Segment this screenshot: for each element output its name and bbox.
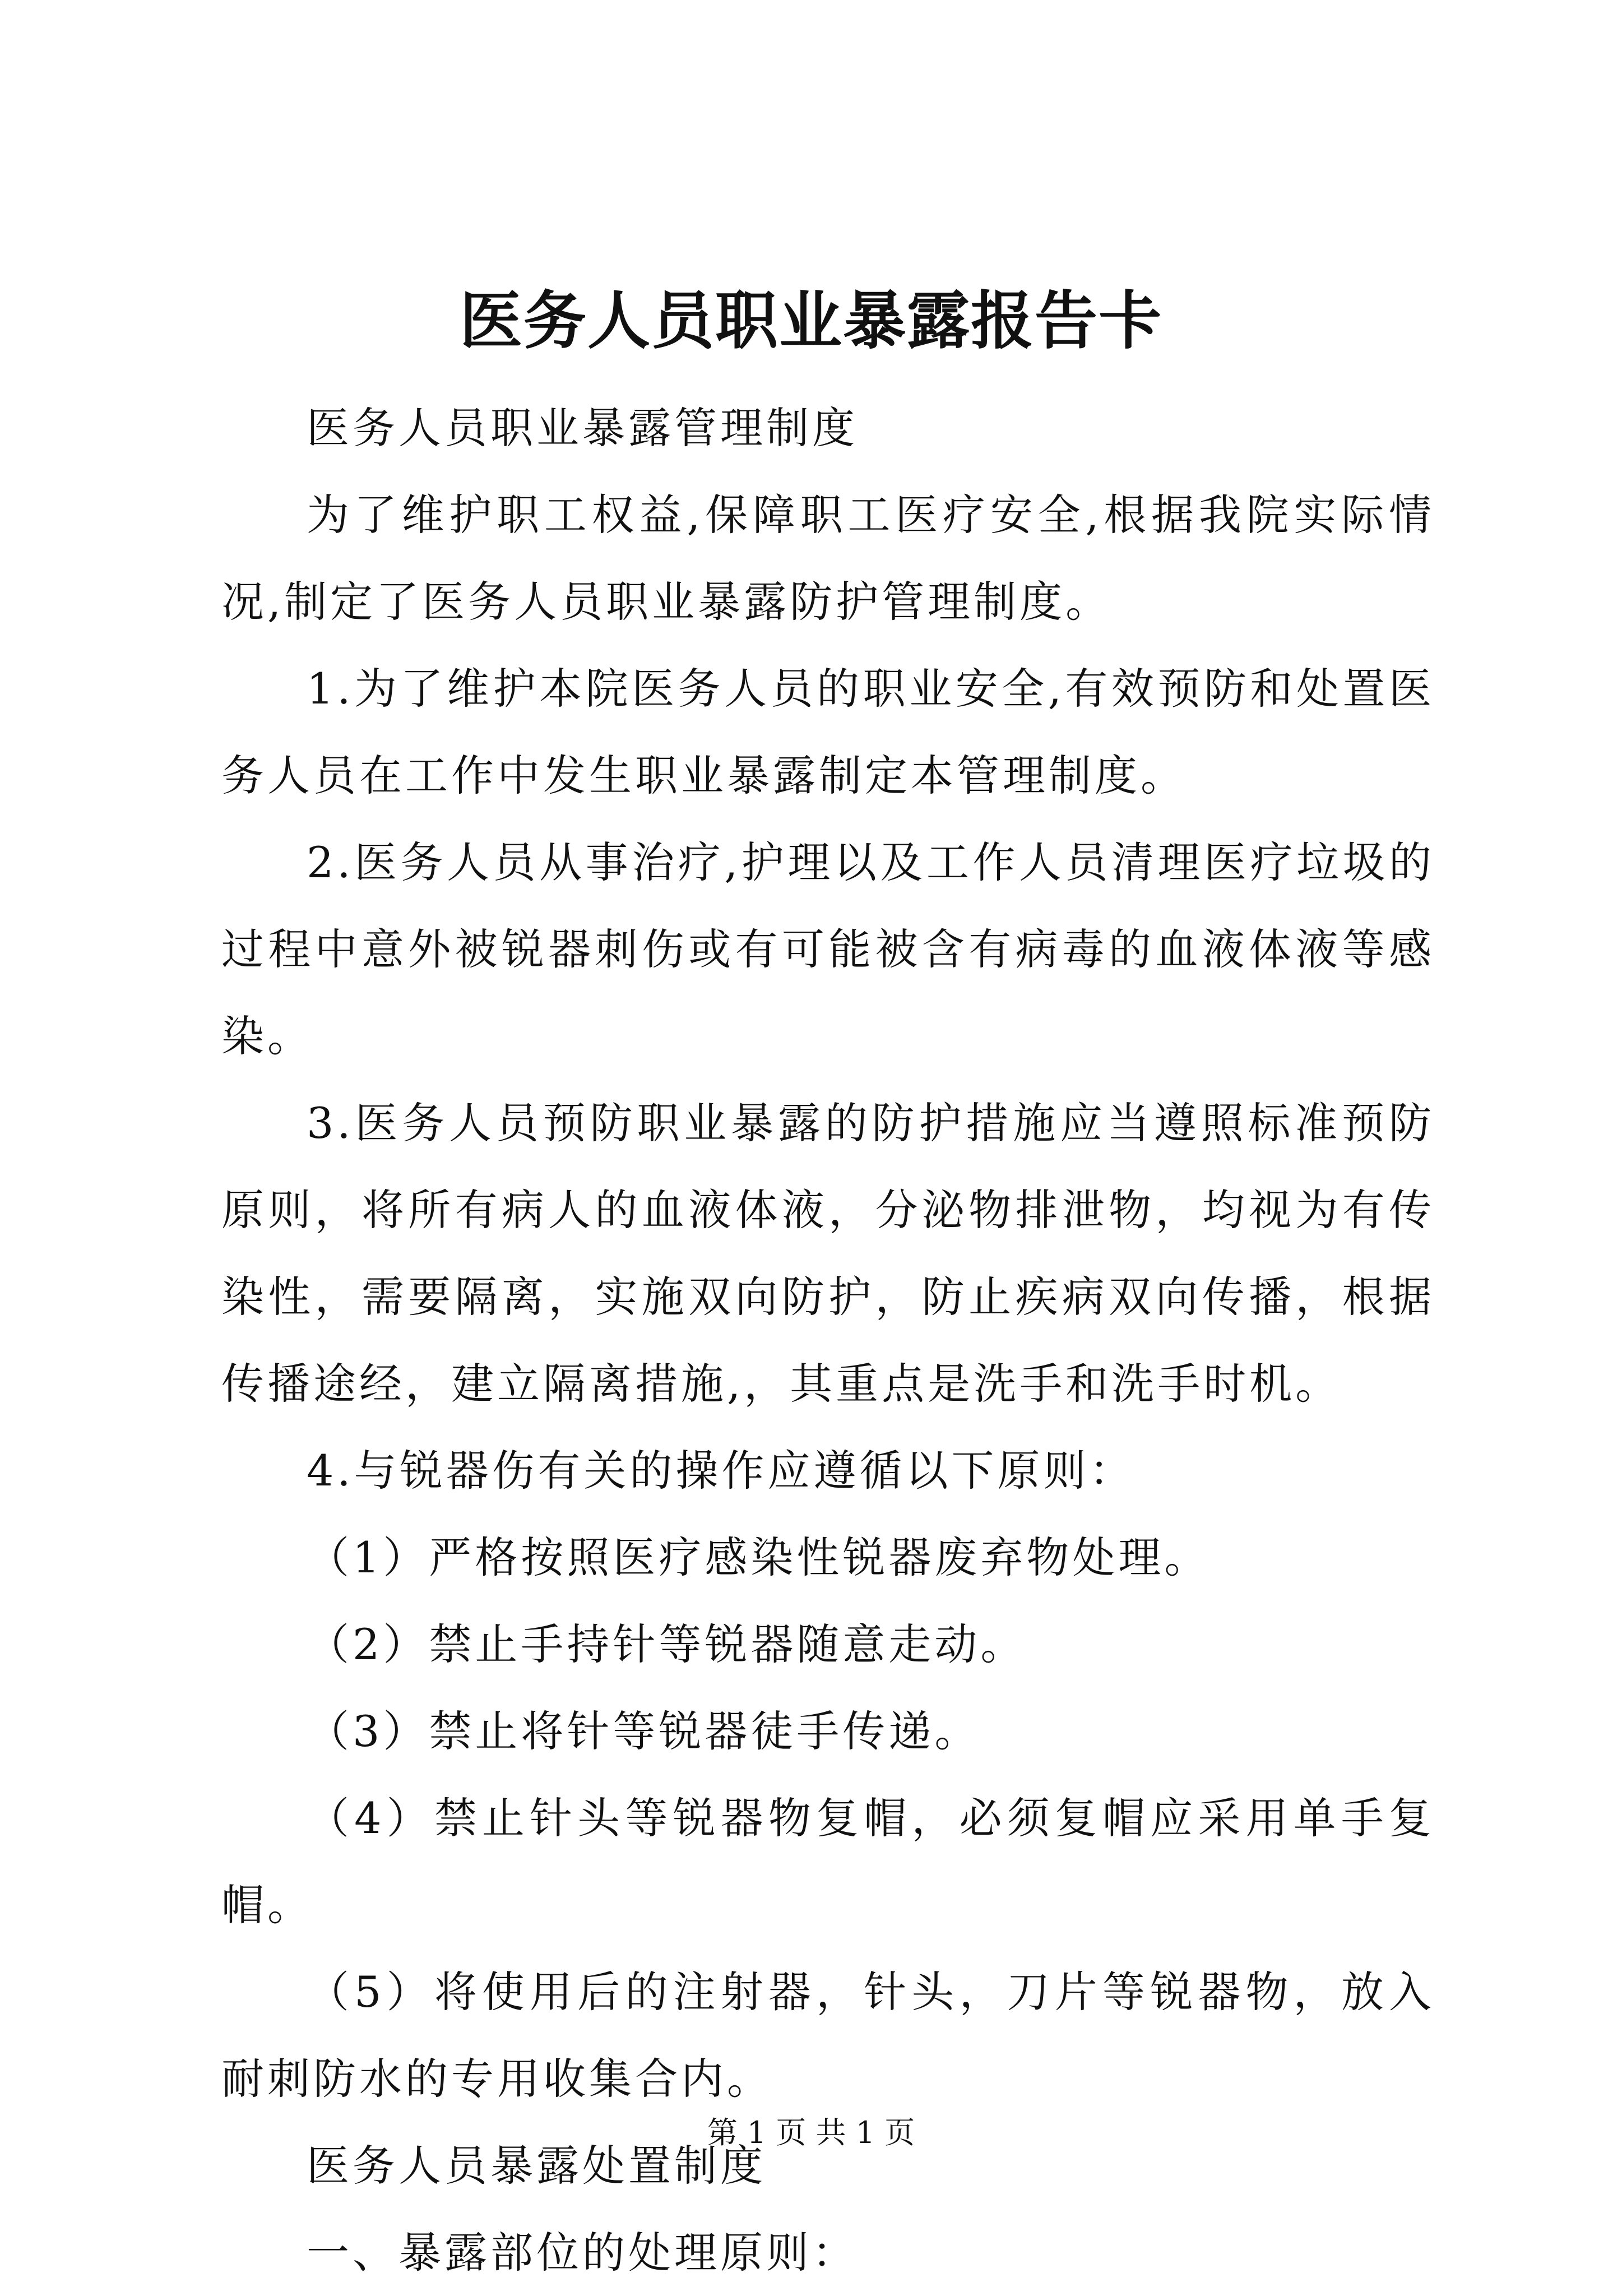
section-heading: 医务人员职业暴露管理制度 (307, 403, 858, 453)
section-heading-2: 医务人员暴露处置制度 (307, 2141, 766, 2191)
clause-4: 4.与锐器伤有关的操作应遵循以下原则： (307, 1446, 1136, 1496)
document-body (221, 385, 1435, 2296)
sub-item-1: （1）严格按照医疗感染性锐器废弃物处理。 (307, 1533, 1211, 1582)
document-title: 医务人员职业暴露报告卡 (460, 284, 1162, 358)
page-number-footer: 第 1 页 共 1 页 (707, 2115, 915, 2150)
sub-item-5: （5）将使用后的注射器，针头，刀片等锐器物，放入耐刺防水的专用收集合内。 (221, 1967, 1435, 2104)
sub-item-4: （4）禁止针头等锐器物复帽，必须复帽应采用单手复帽。 (221, 1793, 1435, 1930)
clause-1: 1.为了维护本院医务人员的职业安全,有效预防和处置医务人员在工作中发生职业暴露制定本管理制度。 (221, 664, 1435, 800)
sub-item-3: （3）禁止将针等锐器徒手传递。 (307, 1706, 981, 1756)
clause-2: 2.医务人员从事治疗,护理以及工作人员清理医疗垃圾的过程中意外被锐器刺伤或有可能被含有病毒的血液体液等感染。 (221, 837, 1435, 1061)
subsection-heading: 一、暴露部位的处理原则： (307, 2228, 858, 2278)
clause-3: 3.医务人员预防职业暴露的防护措施应当遵照标准预防原则，将所有病人的血液体液，分泌物排泄物，均视为有传染性，需要隔离，实施双向防护，防止疾病双向传播，根据传播途经，建立隔离措施,，其重点是洗手和洗手时机。 (221, 1098, 1435, 1409)
intro-paragraph: 为了维护职工权益,保障职工医疗安全,根据我院实际情况,制定了医务人员职业暴露防护管理制度。 (221, 490, 1435, 627)
sub-item-2: （2）禁止手持针等锐器随意走动。 (307, 1619, 1027, 1669)
